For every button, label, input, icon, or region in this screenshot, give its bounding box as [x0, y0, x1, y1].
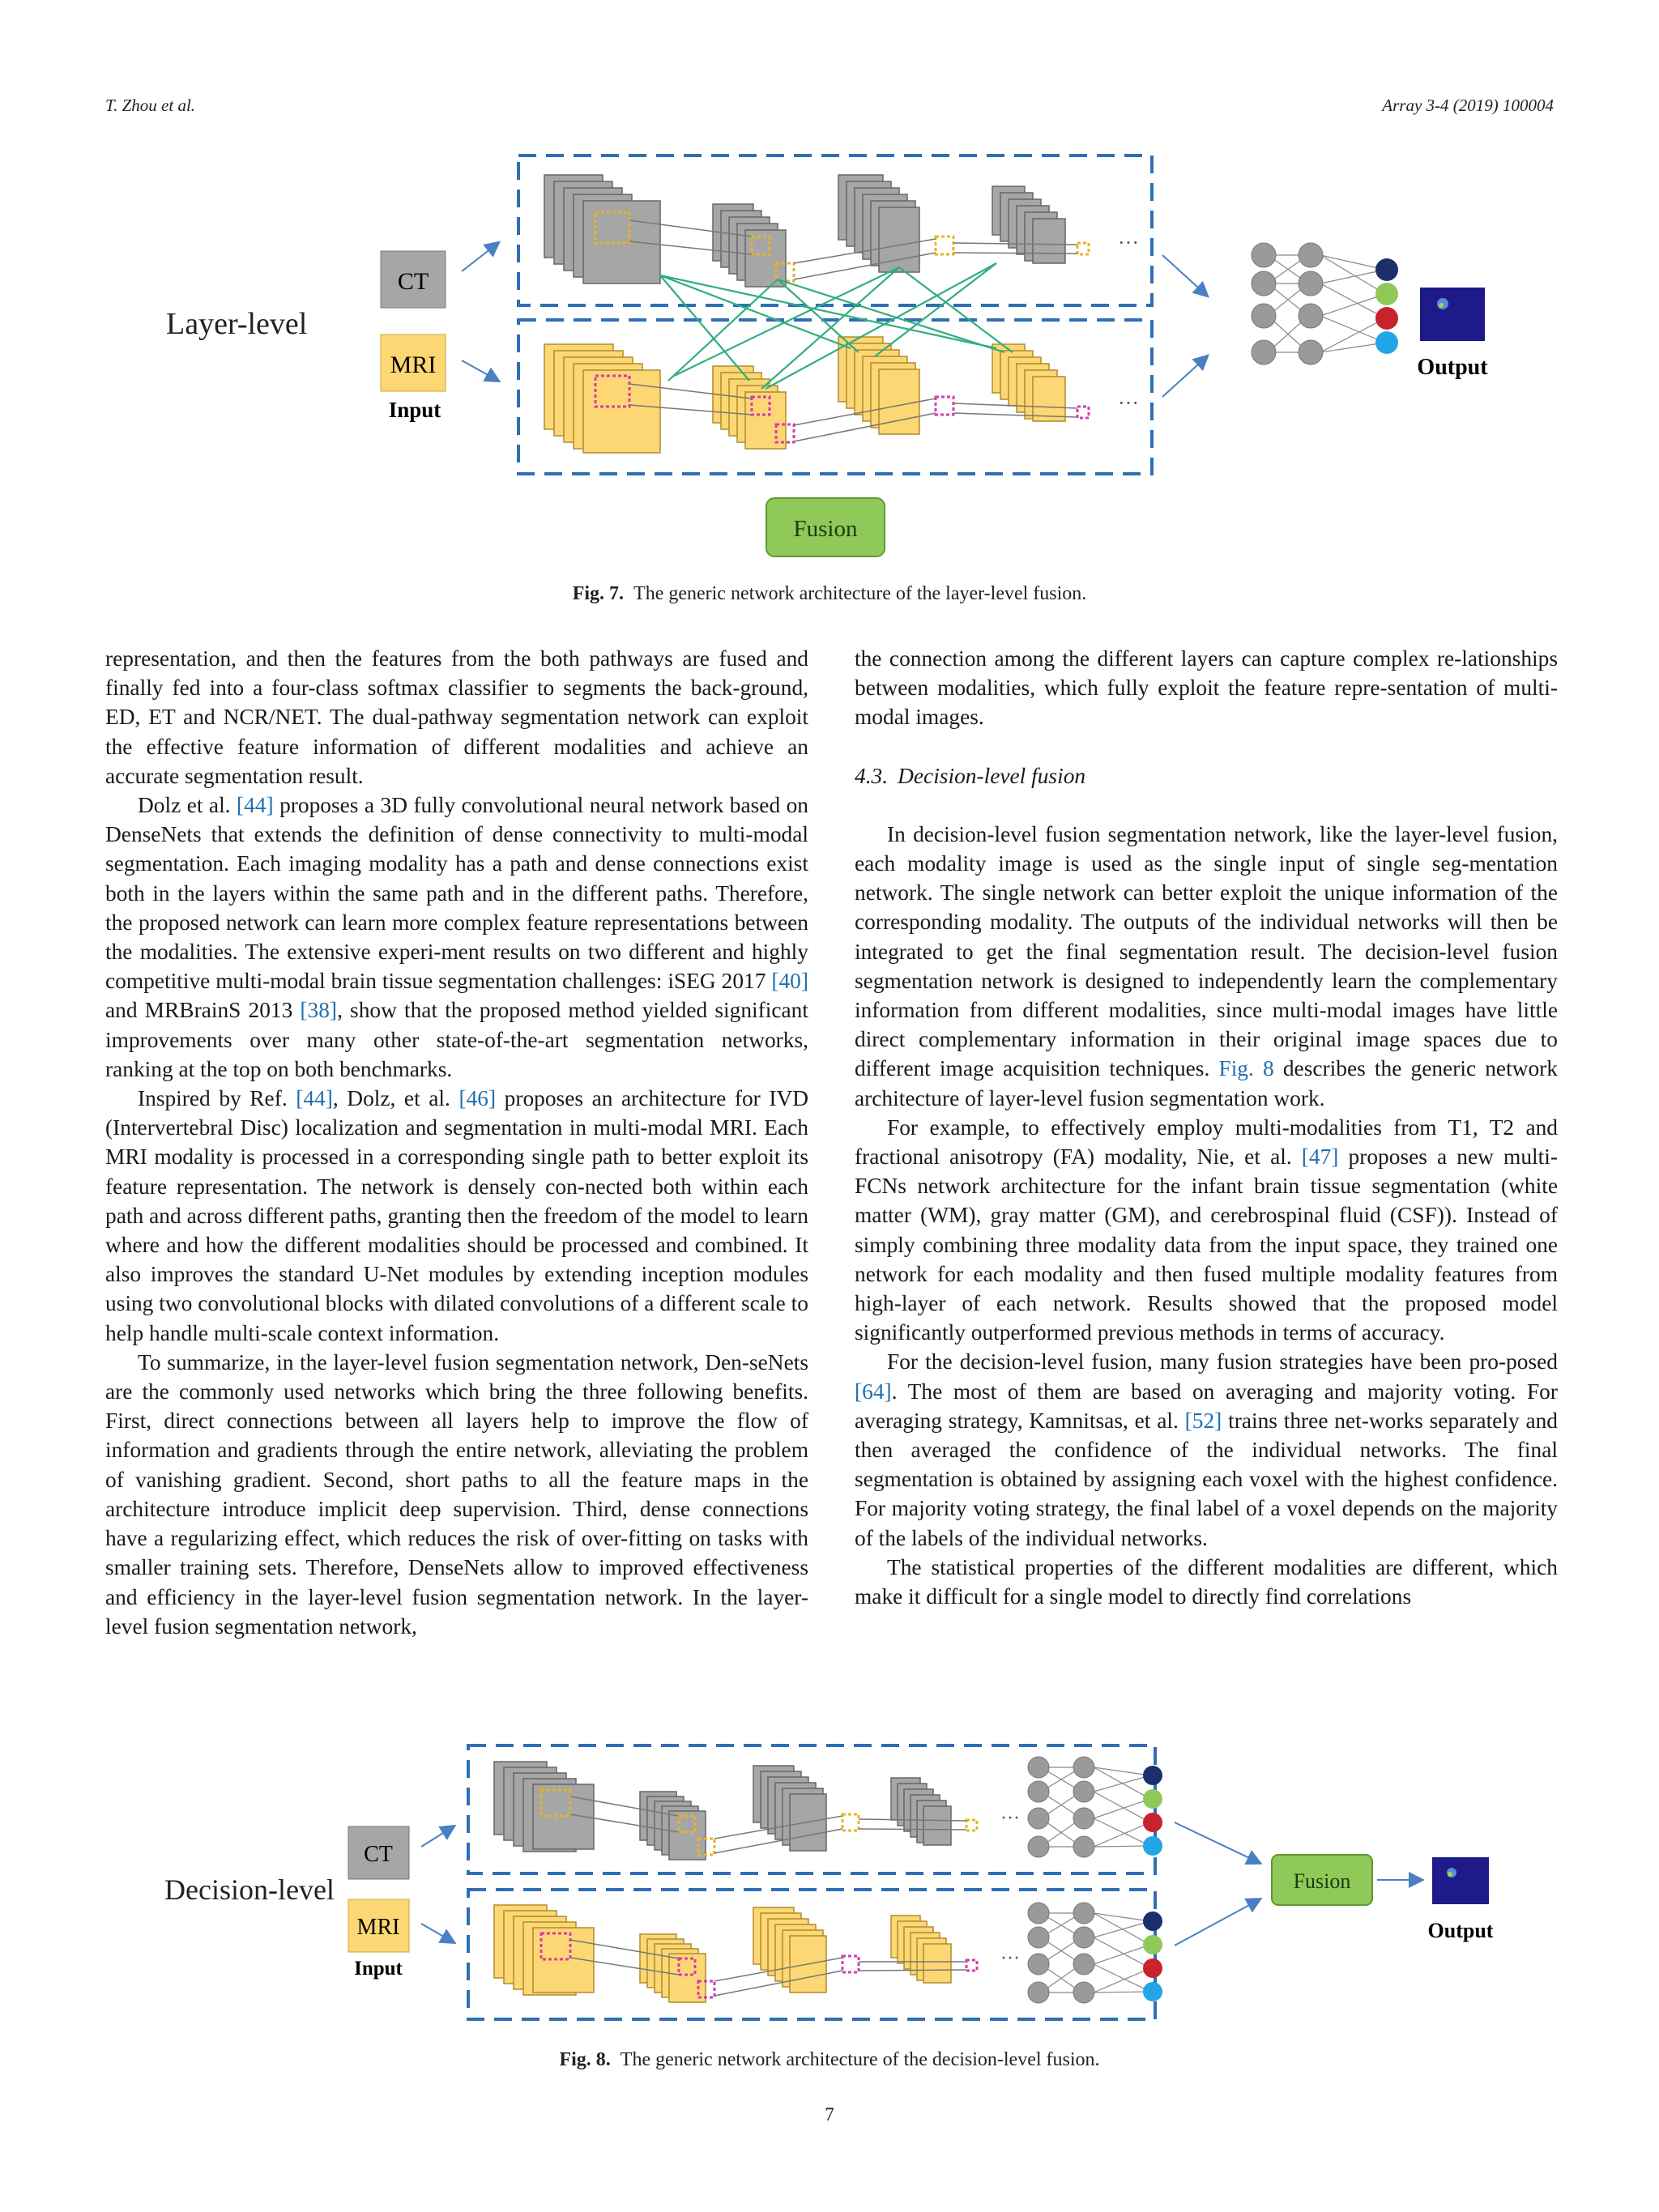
figure-7-caption-text: The generic network architecture of the layer-level fusion.	[633, 583, 1087, 604]
figure-8-diagram	[0, 1733, 1659, 2049]
figure-link[interactable]: Fig. 8	[1218, 1056, 1274, 1081]
text-run: For example, to effectively employ multi-modalities from T1, T2 and fractional anisotropy (FA) modality, Nie, et al.	[855, 1115, 1558, 1170]
right-column	[855, 644, 1558, 1611]
output-label: Output	[1427, 1919, 1494, 1942]
input-label: Input	[354, 1958, 403, 1980]
citation-link[interactable]: [46]	[458, 1086, 497, 1111]
right-paragraph-5: The statistical properties of the different modalities are different, which make it difficult for a single model to directly find correlations	[855, 1554, 1558, 1609]
figure-7-caption	[0, 583, 1659, 605]
citation-link[interactable]: [44]	[236, 793, 274, 818]
ct-label: CT	[364, 1842, 393, 1867]
output-image	[1432, 1857, 1489, 1904]
left-paragraph-1: representation, and then the features from the both pathways are fused and finally fed into a four-class softmax classifier to segments the back-ground, ED, ET and NCR/NET. The dual-pathway segmentation network can exploit the effective feature information of different modalities and achieve an accurate segmentation result.	[105, 646, 808, 788]
running-head-author: T. Zhou et al.	[105, 96, 196, 115]
mri-label: MRI	[390, 352, 437, 378]
text-run: proposes a new multi-FCNs network architecture for the infant brain tissue segmentation (white matter (WM), gray matter (GM), and cerebrospinal fluid (CSF)). Instead of simply combining three modality data from the input space, they trained one network for each modality and then fused multiple modality features from high-layer of each network. Results showed that the proposed model significantly outperformed previous methods in terms of accuracy.	[855, 1144, 1559, 1345]
left-paragraph-4: To summarize, in the layer-level fusion segmentation network, Den-seNets are the commonly used networks which bring the three following benefits. First, direct connections between all layers help to improve the flow of information and gradients through the entire network, alleviating the problem of vanishing gradient. Second, short paths to all the feature maps in the architecture introduce implicit deep supervision. Third, dense connections have a regularizing effect, which reduces the risk of over-fitting on tasks with smaller training sets. Therefore, DenseNets allow to improved effectiveness and efficiency in the layer-level fusion segmentation network. In the layer-level fusion segmentation network,	[105, 1349, 808, 1639]
citation-link[interactable]: [38]	[300, 998, 338, 1023]
right-paragraph-1: the connection among the different layers can capture complex re-lationships between modalities, which fully exploit the feature repre-sentation of multi-modal images.	[855, 646, 1558, 730]
figure-8	[0, 1733, 1659, 2049]
output-label: Output	[1417, 355, 1488, 380]
svg-text:···: ···	[1000, 1948, 1020, 1969]
text-run: , Dolz, et al.	[332, 1086, 459, 1111]
text-run: For the decision-level fusion, many fusion strategies have been pro-posed	[887, 1349, 1558, 1375]
fusion-label: Fusion	[793, 516, 858, 542]
section-heading	[855, 761, 1558, 791]
mri-label: MRI	[356, 1915, 400, 1940]
svg-text:···: ···	[1118, 391, 1139, 415]
citation-link[interactable]: [64]	[855, 1379, 892, 1404]
citation-link[interactable]: [44]	[296, 1086, 333, 1111]
figure-8-caption-label: Fig. 8.	[559, 2049, 611, 2070]
figure-7	[0, 146, 1659, 575]
text-run: proposes a 3D fully convolutional neural network based on DenseNets that extends the definition of dense connectivity to multi-modal segmentation. Each imaging modality has a path and dense connections exist both in the layers within the same path and in the different paths. Therefore, the proposed network can learn more complex feature representations between the modalities. The extensive experi-ment results on two different and highly competitive multi-modal brain tissue segmentation challenges: iSEG 2017	[105, 793, 808, 994]
figure-7-diagram	[0, 146, 1659, 575]
svg-text:···: ···	[1000, 1808, 1020, 1829]
figure-7-title: Layer-level	[166, 307, 308, 341]
figure-7-caption-label: Fig. 7.	[572, 583, 625, 604]
left-paragraph-2	[105, 791, 808, 1084]
output-image	[1420, 288, 1485, 341]
text-run: Inspired by Ref.	[138, 1086, 296, 1111]
text-run: . The most of them are based on averaging and majority voting. For averaging strategy, Kamnitsas, et al.	[855, 1379, 1558, 1433]
mri-feature-maps	[494, 1905, 951, 2002]
left-column	[105, 644, 808, 1641]
text-run: trains three net-works separately and then averaged the confidence of the individual networks. The final segmentation is obtained by assigning each voxel with the highest confidence. For majority voting strategy, the final label of a voxel depends on the majority of the labels of the individual networks.	[855, 1408, 1558, 1550]
text-run: describes the generic network architecture of layer-level fusion segmentation work.	[855, 1056, 1558, 1110]
text-run: In decision-level fusion segmentation network, like the layer-level fusion, each modality image is used as the single input of single seg-mentation network. The single network can better exploit the unique information of the corresponding modality. The outputs of the individual networks will then be integrated to get the final segmentation result. The decision-level fusion segmentation network is designed to independently learn the complementary information from different modalities, since multi-modal images have little direct complementary information in their original image spaces due to different image acquisition techniques.	[855, 821, 1558, 1081]
figure-8-title: Decision-level	[164, 1873, 335, 1906]
ct-fully-connected-network	[1028, 1757, 1162, 1857]
ct-feature-maps	[494, 1762, 951, 1860]
input-label: Input	[388, 398, 441, 422]
citation-link[interactable]: [47]	[1301, 1144, 1339, 1170]
mri-fully-connected-network	[1028, 1903, 1162, 2003]
right-paragraph-3	[855, 1113, 1558, 1348]
running-head-journal: Array 3-4 (2019) 100004	[1382, 96, 1554, 115]
section-title: Decision-level fusion	[898, 763, 1086, 788]
ct-label: CT	[397, 268, 429, 295]
left-paragraph-3	[105, 1084, 808, 1348]
text-run: proposes an architecture for IVD (Intervertebral Disc) localization and segmentation in multi-modal MRI. Each MRI modality is processed in a corresponding single path to better exploit its feature representation. The network is densely con-nected both within each path and across different paths, granting then the freedom of the model to learn where and how the different modalities should be processed and combined. It also improves the standard U-Net modules by extending inception modules using two convolutional blocks with dilated convolutions of a different scale to help handle multi-scale context information.	[105, 1086, 809, 1345]
text-run: Dolz et al.	[138, 793, 237, 818]
page-number: 7	[825, 2104, 834, 2125]
citation-link[interactable]: [52]	[1184, 1408, 1222, 1433]
right-paragraph-4	[855, 1347, 1558, 1552]
fusion-label: Fusion	[1293, 1869, 1351, 1893]
svg-text:···: ···	[1118, 231, 1139, 254]
section-number: 4.3.	[855, 763, 889, 788]
figure-8-caption-text: The generic network architecture of the decision-level fusion.	[620, 2049, 1100, 2070]
mri-feature-maps	[544, 337, 1065, 453]
text-run: , show that the proposed method yielded significant improvements over many other state-of-the-art segmentation networks, ranking at the top on both benchmarks.	[105, 998, 808, 1081]
right-paragraph-2	[855, 820, 1558, 1113]
citation-link[interactable]: [40]	[771, 969, 808, 994]
text-run: and MRBrainS 2013	[105, 998, 301, 1023]
figure-8-caption	[0, 2049, 1659, 2071]
fully-connected-network	[1252, 243, 1398, 364]
